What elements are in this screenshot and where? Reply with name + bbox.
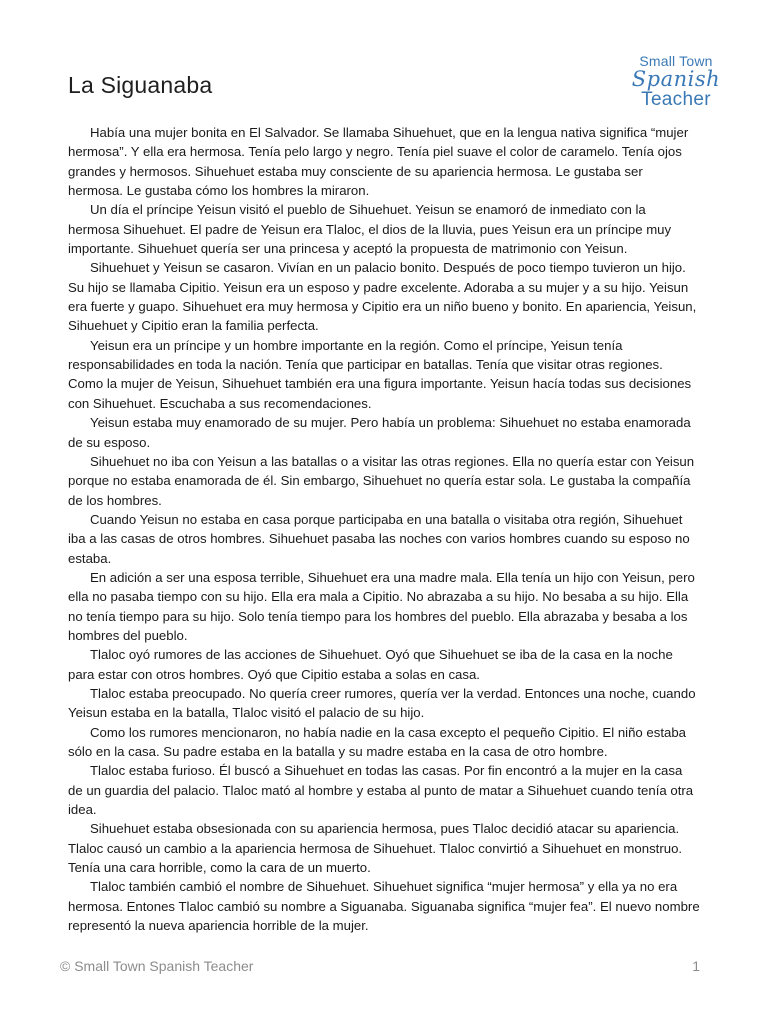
paragraph-7: Cuando Yeisun no estaba en casa porque participaba en una batalla o visitaba otra región, Sihuehuet iba a las casas de otros hombres. Sihuehuet pasaba las noches con varios hombres cuando su esposo no estaba. [68, 511, 690, 566]
footer-copyright: © Small Town Spanish Teacher [60, 958, 254, 974]
paragraph-10: Tlaloc estaba preocupado. No quería creer rumores, quería ver la verdad. Entonces una noche, cuando Yeisun estaba en la batalla, Tlaloc visitó el palacio de su hijo. [68, 685, 696, 721]
paragraph-6: Sihuehuet no iba con Yeisun a las batallas o a visitar las otras regiones. Ella no quería estar con Yeisun porque no estaba enamorada de él. Sin embargo, Sihuehuet no quería estar sola. Le gustaba la compañía de los hombres. [68, 453, 695, 508]
paragraph-8: En adición a ser una esposa terrible, Sihuehuet era una madre mala. Ella tenía un hijo con Yeisun, pero ella no pasaba tiempo con su hijo. Ella era mala a Cipitio. No abrazaba a su hijo. No besaba a su hijo. Ella no tenía tiempo para su hijo. Solo tenía tiempo para los hombres del pueblo. Ella abrazaba y besaba a los hombres del pueblo. [68, 569, 695, 643]
paragraph-11: Como los rumores mencionaron, no había nadie en la casa excepto el pequeño Cipitio. El niño estaba sólo en la casa. Su padre estaba en la batalla y su madre estaba en la casa de otro hombre. [68, 724, 687, 759]
page-title: La Siguanaba [68, 72, 213, 98]
page-number: 1 [692, 958, 700, 974]
logo-line-small-town: Small Town [639, 53, 713, 69]
paragraph-9: Tlaloc oyó rumores de las acciones de Sihuehuet. Oyó que Sihuehuet se iba de la casa en la noche para estar con otros hombres. Oyó que Cipitio estaba a solas en casa. [68, 647, 673, 682]
paragraph-13: Sihuehuet estaba obsesionada con su apariencia hermosa, pues Tlaloc decidió atacar su apariencia. Tlaloc causó un cambio a la apariencia hermosa de Sihuehuet. Tlaloc convirtió a Sihuehuet en monstruo. Tenía una cara horrible, como la cara de un muerto. [68, 821, 683, 876]
logo-line-teacher: Teacher [641, 89, 711, 110]
paragraph-14: Tlaloc también cambió el nombre de Sihuehuet. Sihuehuet significa “mujer hermosa” y ella ya no era hermosa. Entones Tlaloc cambió su nombre a Siguanaba. Siguanaba significa “mujer fea”. El nuevo nombre representó la nueva apariencia horrible de la mujer. [68, 879, 700, 934]
paragraph-1: Había una mujer bonita en El Salvador. Se llamaba Sihuehuet, que en la lengua nativa significa “mujer hermosa”. Y ella era hermosa. Tenía pelo largo y negro. Tenía piel suave el color de caramelo. Tenía ojos grandes y hermosos. Sihuehuet estaba muy consciente de su apariencia hermosa. Le gustaba ser hermosa. Le gustaba cómo los hombres la miraron. [68, 125, 689, 199]
paragraph-12: Tlaloc estaba furioso. Él buscó a Sihuehuet en todas las casas. Por fin encontró a la mujer en la casa de un guardia del palacio. Tlaloc mató al hombre y estaba al punto de matar a Sihuehuet cuando tenía otra idea. [68, 763, 694, 818]
logo-line-spanish: Spanish [631, 67, 721, 91]
brand-logo [620, 54, 732, 109]
paragraph-3: Sihuehuet y Yeisun se casaron. Vivían en un palacio bonito. Después de poco tiempo tuvieron un hijo. Su hijo se llamaba Cipitio. Yeisun era un esposo y padre excelente. Adoraba a su mujer y a su hijo. Yeisun era fuerte y guapo. Sihuehuet era muy hermosa y Cipitio era un niño bueno y bonito. En apariencia, Yeisun, Sihuehuet y Cipitio eran la familia perfecta. [68, 260, 697, 334]
paragraph-4: Yeisun era un príncipe y un hombre importante en la región. Como el príncipe, Yeisun tenía responsabilidades en toda la nación. Tenía que participar en batallas. Tenía que visitar otras regiones. Como la mujer de Yeisun, Sihuehuet también era una figura importante. Yeisun hacía todas sus decisiones con Sihuehuet. Escuchaba a sus recomendaciones. [68, 337, 692, 411]
story-body [68, 123, 700, 935]
paragraph-2: Un día el príncipe Yeisun visitó el pueblo de Sihuehuet. Yeisun se enamoró de inmediato con la hermosa Sihuehuet. El padre de Yeisun era Tlaloc, el dios de la lluvia, pues Yeisun era un príncipe muy importante. Sihuehuet quería ser una princesa y aceptó la propuesta de matrimonio con Yeisun. [68, 202, 672, 257]
paragraph-5: Yeisun estaba muy enamorado de su mujer. Pero había un problema: Sihuehuet no estaba enamorada de su esposo. [68, 415, 691, 450]
